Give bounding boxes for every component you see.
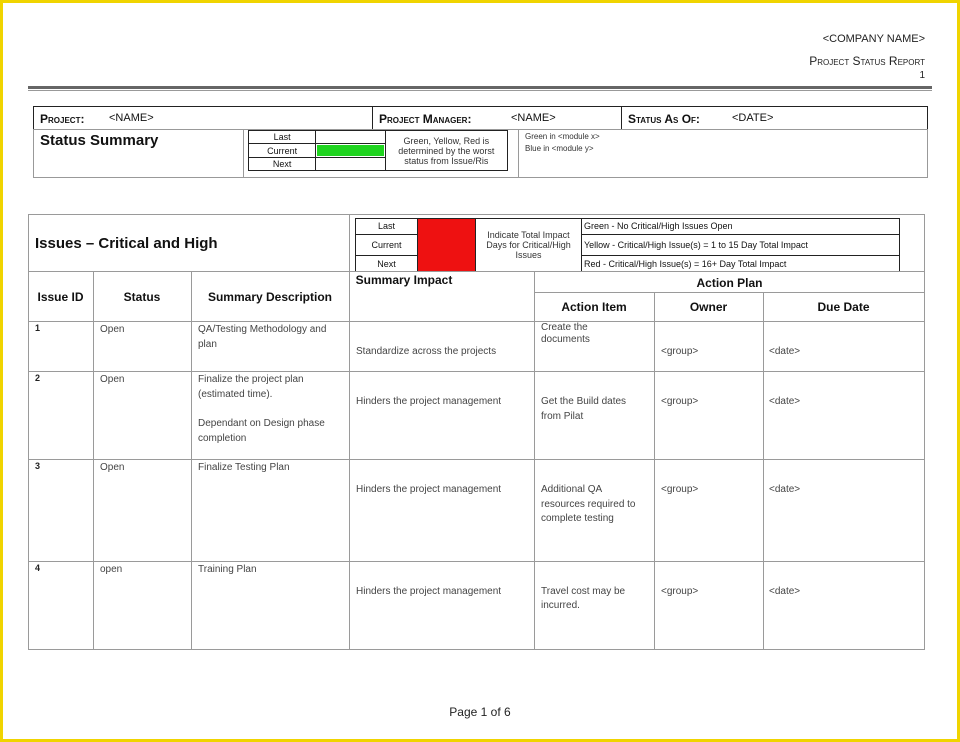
row-2-summary-2: (estimated time). — [198, 389, 273, 400]
row-1-owner: <group> — [661, 346, 699, 357]
row-2-summary-4: Dependant on Design phase — [198, 418, 325, 429]
row-4-owner: <group> — [661, 586, 699, 597]
indicator-last: Last — [249, 131, 316, 144]
status-as-of-value: <DATE> — [732, 112, 774, 124]
module-line-1: Green in <module x> — [525, 132, 600, 141]
status-indicator-table — [248, 130, 508, 171]
row-2-summary-5: completion — [198, 433, 247, 444]
row-3-action-3: complete testing — [541, 513, 614, 524]
row-4-action-2: incurred. — [541, 600, 580, 611]
row-3-id: 3 — [35, 461, 41, 471]
indicator-current: Current — [249, 144, 316, 158]
page-number: Page 1 of 6 — [449, 705, 511, 719]
header-rule-thin — [28, 90, 932, 91]
row-3-action-1: Additional QA — [541, 484, 603, 495]
status-summary-title: Status Summary — [40, 132, 159, 149]
header-owner: Owner — [689, 300, 728, 314]
header-issue-id: Issue ID — [37, 290, 84, 304]
row-2-status: Open — [100, 374, 125, 385]
manager-label: Project Manager: — [379, 112, 472, 126]
row-2-owner: <group> — [661, 396, 699, 407]
row-1-id: 1 — [35, 323, 41, 333]
row-1-action-2: documents — [541, 334, 590, 345]
row-2-due: <date> — [769, 396, 801, 407]
header-due-date: Due Date — [817, 300, 870, 314]
header-action-plan: Action Plan — [696, 276, 763, 290]
legend-yellow: Yellow - Critical/High Issue(s) = 1 to 15 Day Total Impact — [582, 234, 900, 256]
status-current-color — [317, 145, 383, 156]
row-3-summary-1: Finalize Testing Plan — [198, 462, 290, 473]
row-1-impact: Standardize across the projects — [356, 346, 497, 357]
module-line-2: Blue in <module y> — [525, 144, 594, 153]
row-2-action-2: from Pilat — [541, 411, 584, 422]
row-1-summary-2: plan — [198, 339, 217, 350]
project-cell — [33, 106, 373, 130]
row-4-due: <date> — [769, 586, 801, 597]
row-1-action-1: Create the — [541, 322, 588, 333]
issues-indicator-current: Current — [356, 234, 418, 256]
row-4-status: open — [100, 564, 123, 575]
company-name: <COMPANY NAME> — [822, 33, 925, 45]
row-2-impact: Hinders the project management — [356, 396, 502, 407]
header-action-item: Action Item — [561, 300, 627, 314]
legend-red: Red - Critical/High Issue(s) = 16+ Day Total Impact — [582, 256, 900, 272]
manager-value: <NAME> — [511, 112, 556, 124]
row-4-action-1: Travel cost may be — [541, 586, 626, 597]
header-rule — [28, 86, 932, 89]
report-title: Project Status Report — [809, 54, 925, 68]
row-2-summary-1: Finalize the project plan — [198, 374, 304, 385]
row-4-id: 4 — [35, 563, 41, 573]
header-impact: Summary Impact — [355, 273, 453, 287]
header-status: Status — [123, 290, 161, 304]
row-2-id: 2 — [35, 373, 41, 383]
row-4-summary-1: Training Plan — [198, 564, 257, 575]
row-1-summary-1: QA/Testing Methodology and — [198, 324, 327, 335]
issues-note: Indicate Total Impact Days for Critical/High Issues — [476, 219, 582, 272]
page-marker: 1 — [919, 70, 925, 81]
row-1-due: <date> — [769, 346, 801, 357]
issues-title: Issues – Critical and High — [35, 235, 218, 252]
status-as-of-label: Status As Of: — [628, 112, 700, 126]
indicator-next: Next — [249, 158, 316, 171]
row-3-impact: Hinders the project management — [356, 484, 502, 495]
issues-indicator-table — [355, 218, 900, 272]
row-4-impact: Hinders the project management — [356, 586, 502, 597]
project-label: Project: — [40, 112, 85, 126]
issues-current-color — [418, 219, 475, 271]
row-3-due: <date> — [769, 484, 801, 495]
header-summary: Summary Description — [207, 290, 333, 304]
project-value: <NAME> — [109, 112, 154, 124]
row-2-action-1: Get the Build dates — [541, 396, 627, 407]
row-3-status: Open — [100, 462, 125, 473]
legend-green: Green - No Critical/High Issues Open — [582, 219, 900, 235]
status-as-of-cell — [621, 106, 928, 130]
row-3-action-2: resources required to — [541, 499, 636, 510]
row-1-status: Open — [100, 324, 125, 335]
issues-indicator-last: Last — [356, 219, 418, 235]
row-3-owner: <group> — [661, 484, 699, 495]
manager-cell — [372, 106, 622, 130]
issues-indicator-next: Next — [356, 256, 418, 272]
status-note: Green, Yellow, Red is determined by the worst status from Issue/Ris — [385, 131, 507, 171]
